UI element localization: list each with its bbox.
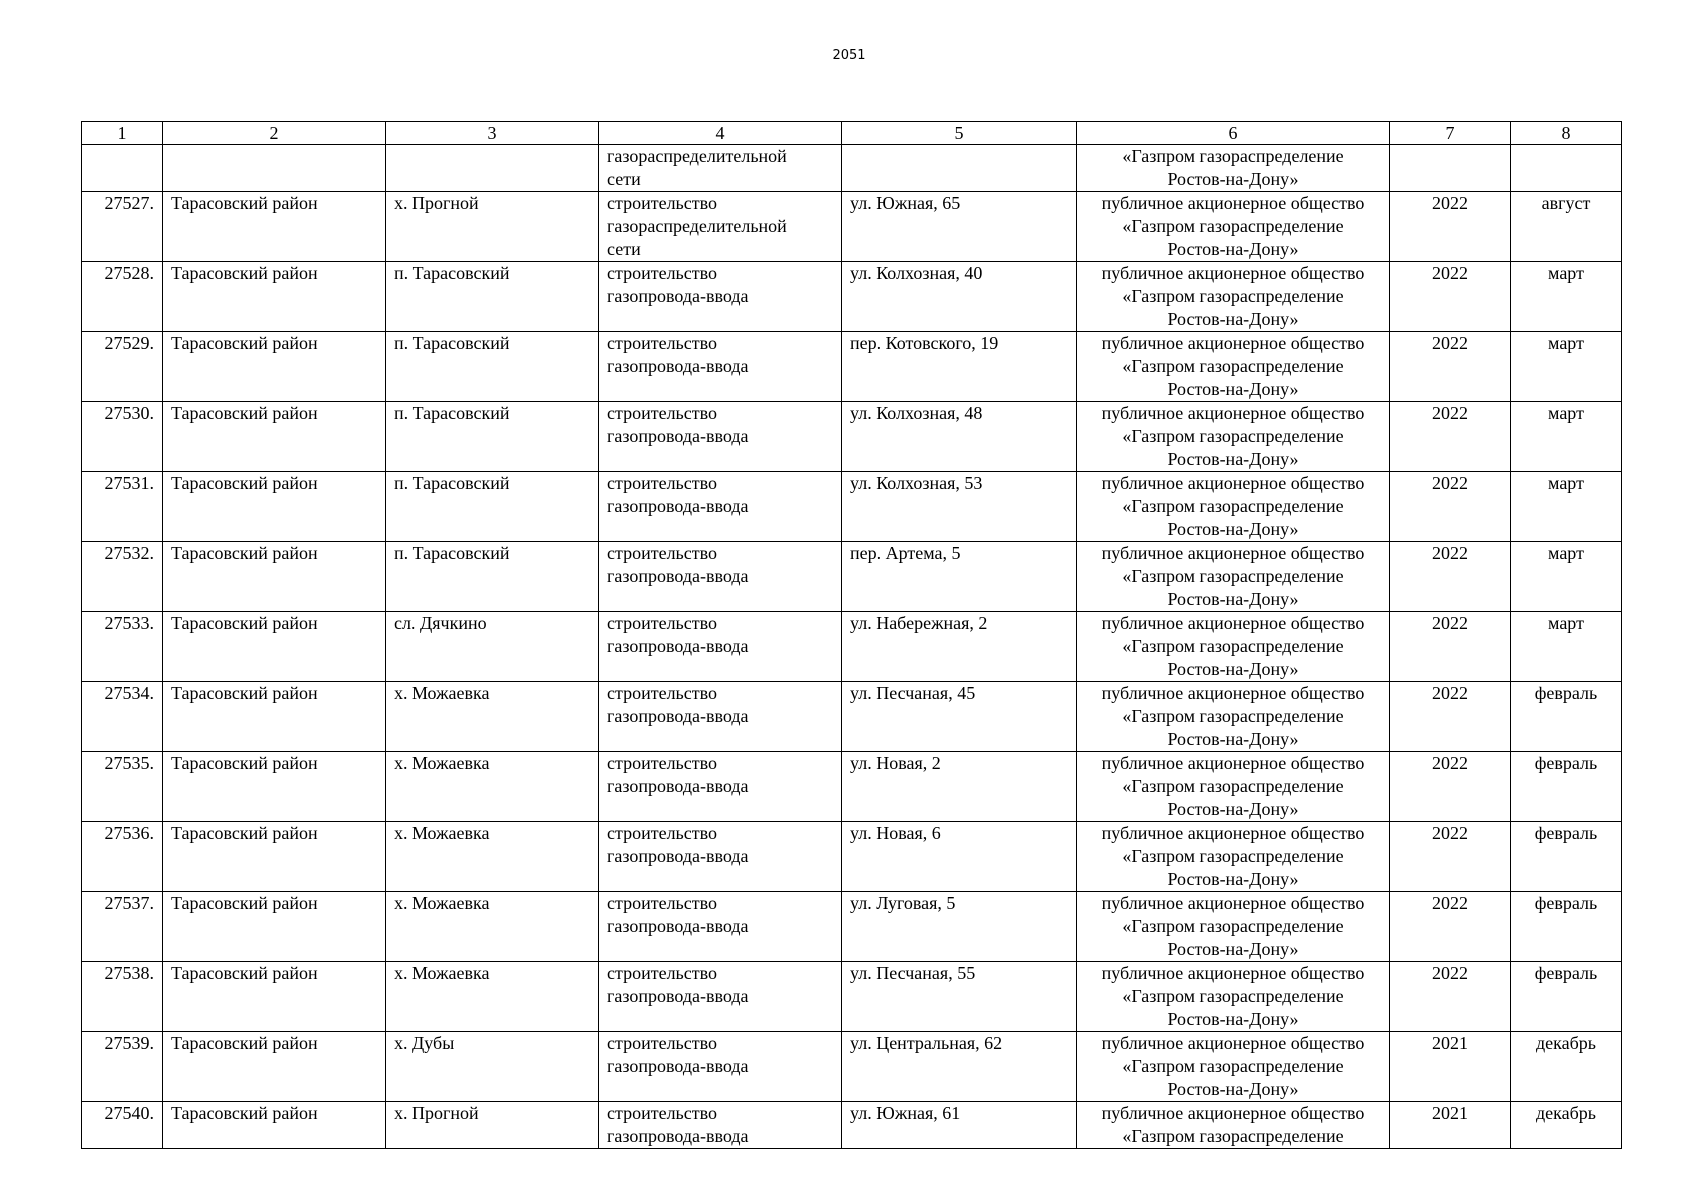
- cell-settlement: п. Тарасовский: [386, 472, 599, 542]
- org-line: «Газпром газораспределение: [1122, 146, 1344, 166]
- org-line: публичное акционерное общество: [1101, 403, 1365, 423]
- table-row: [82, 472, 1622, 542]
- cell-address: ул. Колхозная, 40: [842, 262, 1077, 332]
- cell-work: [599, 962, 842, 1032]
- cell-year: [1390, 145, 1511, 192]
- work-line: газопровода-ввода: [607, 496, 749, 516]
- cell-month: февраль: [1511, 962, 1622, 1032]
- cell-district: Тарасовский район: [163, 892, 386, 962]
- cell-organization: [1077, 1032, 1390, 1102]
- cell-settlement: х. Дубы: [386, 1032, 599, 1102]
- cell-year: 2022: [1390, 612, 1511, 682]
- cell-settlement: п. Тарасовский: [386, 262, 599, 332]
- cell-organization: [1077, 192, 1390, 262]
- cell-address: ул. Колхозная, 48: [842, 402, 1077, 472]
- cell-number: 27532.: [82, 542, 163, 612]
- cell-organization: [1077, 752, 1390, 822]
- org-line: публичное акционерное общество: [1101, 193, 1365, 213]
- column-header: 4: [599, 122, 842, 145]
- cell-district: Тарасовский район: [163, 822, 386, 892]
- cell-number: 27539.: [82, 1032, 163, 1102]
- cell-address: ул. Новая, 6: [842, 822, 1077, 892]
- cell-year: 2022: [1390, 192, 1511, 262]
- cell-number: 27535.: [82, 752, 163, 822]
- work-line: сети: [607, 169, 641, 189]
- work-line: строительство: [607, 333, 717, 353]
- cell-work: [599, 1102, 842, 1149]
- cell-settlement: х. Можаевка: [386, 752, 599, 822]
- cell-address: ул. Южная, 61: [842, 1102, 1077, 1149]
- cell-work: [599, 682, 842, 752]
- cell-organization: [1077, 612, 1390, 682]
- org-line: Ростов-на-Дону»: [1167, 1079, 1299, 1099]
- cell-work: [599, 472, 842, 542]
- column-header: 7: [1390, 122, 1511, 145]
- cell-work: [599, 262, 842, 332]
- cell-organization: [1077, 402, 1390, 472]
- org-line: публичное акционерное общество: [1101, 1103, 1365, 1123]
- work-line: строительство: [607, 963, 717, 983]
- cell-month: март: [1511, 542, 1622, 612]
- cell-organization: [1077, 262, 1390, 332]
- work-line: строительство: [607, 613, 717, 633]
- work-line: строительство: [607, 893, 717, 913]
- org-line: публичное акционерное общество: [1101, 473, 1365, 493]
- cell-organization: [1077, 682, 1390, 752]
- org-line: «Газпром газораспределение: [1122, 1056, 1344, 1076]
- work-line: газопровода-ввода: [607, 636, 749, 656]
- cell-number: 27531.: [82, 472, 163, 542]
- cell-organization: [1077, 892, 1390, 962]
- work-line: газопровода-ввода: [607, 706, 749, 726]
- work-line: сети: [607, 239, 641, 259]
- org-line: публичное акционерное общество: [1101, 1033, 1365, 1053]
- cell-year: 2022: [1390, 402, 1511, 472]
- work-line: газопровода-ввода: [607, 846, 749, 866]
- cell-month: февраль: [1511, 822, 1622, 892]
- cell-settlement: х. Можаевка: [386, 682, 599, 752]
- cell-district: Тарасовский район: [163, 612, 386, 682]
- org-line: «Газпром газораспределение: [1122, 986, 1344, 1006]
- cell-year: 2022: [1390, 682, 1511, 752]
- column-header: 8: [1511, 122, 1622, 145]
- org-line: Ростов-на-Дону»: [1167, 1009, 1299, 1029]
- cell-organization: [1077, 332, 1390, 402]
- cell-month: март: [1511, 402, 1622, 472]
- cell-number: [82, 145, 163, 192]
- table-row: [82, 402, 1622, 472]
- table-row: [82, 332, 1622, 402]
- org-line: «Газпром газораспределение: [1122, 1126, 1344, 1146]
- org-line: «Газпром газораспределение: [1122, 636, 1344, 656]
- org-line: Ростов-на-Дону»: [1167, 309, 1299, 329]
- cell-settlement: х. Можаевка: [386, 962, 599, 1032]
- cell-organization: [1077, 1102, 1390, 1149]
- org-line: Ростов-на-Дону»: [1167, 659, 1299, 679]
- cell-month: февраль: [1511, 682, 1622, 752]
- cell-month: февраль: [1511, 752, 1622, 822]
- column-header: 5: [842, 122, 1077, 145]
- table-row: [82, 682, 1622, 752]
- cell-year: 2022: [1390, 262, 1511, 332]
- cell-number: 27540.: [82, 1102, 163, 1149]
- column-header: 3: [386, 122, 599, 145]
- org-line: публичное акционерное общество: [1101, 613, 1365, 633]
- work-line: газораспределительной: [607, 146, 787, 166]
- cell-address: [842, 145, 1077, 192]
- table-row: [82, 1102, 1622, 1149]
- cell-organization: [1077, 472, 1390, 542]
- table-row: [82, 542, 1622, 612]
- work-line: газопровода-ввода: [607, 286, 749, 306]
- cell-settlement: п. Тарасовский: [386, 332, 599, 402]
- work-line: строительство: [607, 1103, 717, 1123]
- work-line: газопровода-ввода: [607, 566, 749, 586]
- cell-settlement: сл. Дячкино: [386, 612, 599, 682]
- cell-organization: [1077, 962, 1390, 1032]
- work-line: газопровода-ввода: [607, 426, 749, 446]
- cell-address: ул. Набережная, 2: [842, 612, 1077, 682]
- cell-month: август: [1511, 192, 1622, 262]
- cell-work: [599, 145, 842, 192]
- cell-work: [599, 402, 842, 472]
- org-line: «Газпром газораспределение: [1122, 566, 1344, 586]
- cell-district: Тарасовский район: [163, 1102, 386, 1149]
- cell-work: [599, 752, 842, 822]
- cell-district: [163, 145, 386, 192]
- table-row: [82, 192, 1622, 262]
- cell-district: Тарасовский район: [163, 682, 386, 752]
- work-line: газопровода-ввода: [607, 916, 749, 936]
- cell-district: Тарасовский район: [163, 332, 386, 402]
- org-line: Ростов-на-Дону»: [1167, 729, 1299, 749]
- org-line: «Газпром газораспределение: [1122, 216, 1344, 236]
- work-line: газопровода-ввода: [607, 776, 749, 796]
- cell-district: Тарасовский район: [163, 472, 386, 542]
- org-line: Ростов-на-Дону»: [1167, 519, 1299, 539]
- cell-address: ул. Луговая, 5: [842, 892, 1077, 962]
- org-line: «Газпром газораспределение: [1122, 496, 1344, 516]
- cell-settlement: п. Тарасовский: [386, 542, 599, 612]
- cell-month: [1511, 145, 1622, 192]
- cell-settlement: х. Прогной: [386, 192, 599, 262]
- org-line: публичное акционерное общество: [1101, 963, 1365, 983]
- cell-settlement: [386, 145, 599, 192]
- cell-organization: [1077, 145, 1390, 192]
- cell-number: 27538.: [82, 962, 163, 1032]
- cell-district: Тарасовский район: [163, 1032, 386, 1102]
- cell-year: 2021: [1390, 1032, 1511, 1102]
- work-line: газопровода-ввода: [607, 356, 749, 376]
- table-row: [82, 962, 1622, 1032]
- org-line: Ростов-на-Дону»: [1167, 799, 1299, 819]
- work-line: газопровода-ввода: [607, 1126, 749, 1146]
- cell-district: Тарасовский район: [163, 402, 386, 472]
- table-row: [82, 752, 1622, 822]
- cell-work: [599, 822, 842, 892]
- cell-settlement: х. Прогной: [386, 1102, 599, 1149]
- cell-number: 27527.: [82, 192, 163, 262]
- cell-settlement: х. Можаевка: [386, 892, 599, 962]
- cell-address: ул. Песчаная, 45: [842, 682, 1077, 752]
- column-header: 6: [1077, 122, 1390, 145]
- cell-number: 27530.: [82, 402, 163, 472]
- org-line: публичное акционерное общество: [1101, 823, 1365, 843]
- org-line: «Газпром газораспределение: [1122, 916, 1344, 936]
- org-line: публичное акционерное общество: [1101, 333, 1365, 353]
- cell-work: [599, 332, 842, 402]
- cell-address: пер. Артема, 5: [842, 542, 1077, 612]
- table-row: [82, 612, 1622, 682]
- org-line: «Газпром газораспределение: [1122, 846, 1344, 866]
- cell-month: март: [1511, 262, 1622, 332]
- page-number: 2051: [832, 48, 866, 63]
- cell-settlement: х. Можаевка: [386, 822, 599, 892]
- cell-month: февраль: [1511, 892, 1622, 962]
- org-line: «Газпром газораспределение: [1122, 426, 1344, 446]
- org-line: публичное акционерное общество: [1101, 263, 1365, 283]
- table-body: [82, 145, 1622, 1149]
- cell-number: 27536.: [82, 822, 163, 892]
- cell-address: пер. Котовского, 19: [842, 332, 1077, 402]
- cell-address: ул. Южная, 65: [842, 192, 1077, 262]
- cell-month: декабрь: [1511, 1032, 1622, 1102]
- org-line: Ростов-на-Дону»: [1167, 589, 1299, 609]
- org-line: «Газпром газораспределение: [1122, 286, 1344, 306]
- cell-address: ул. Новая, 2: [842, 752, 1077, 822]
- register-table: [81, 121, 1622, 1149]
- cell-month: март: [1511, 332, 1622, 402]
- cell-month: март: [1511, 472, 1622, 542]
- cell-number: 27533.: [82, 612, 163, 682]
- cell-district: Тарасовский район: [163, 192, 386, 262]
- org-line: «Газпром газораспределение: [1122, 776, 1344, 796]
- cell-district: Тарасовский район: [163, 962, 386, 1032]
- cell-year: 2022: [1390, 472, 1511, 542]
- cell-number: 27534.: [82, 682, 163, 752]
- continuation-row: [82, 145, 1622, 192]
- org-line: «Газпром газораспределение: [1122, 356, 1344, 376]
- work-line: строительство: [607, 1033, 717, 1053]
- cell-number: 27537.: [82, 892, 163, 962]
- org-line: публичное акционерное общество: [1101, 543, 1365, 563]
- org-line: Ростов-на-Дону»: [1167, 379, 1299, 399]
- cell-address: ул. Колхозная, 53: [842, 472, 1077, 542]
- cell-year: 2022: [1390, 892, 1511, 962]
- org-line: публичное акционерное общество: [1101, 753, 1365, 773]
- column-header: 1: [82, 122, 163, 145]
- work-line: строительство: [607, 403, 717, 423]
- cell-organization: [1077, 822, 1390, 892]
- cell-work: [599, 612, 842, 682]
- work-line: строительство: [607, 193, 717, 213]
- cell-year: 2022: [1390, 542, 1511, 612]
- table-row: [82, 892, 1622, 962]
- table-header: [82, 122, 1622, 145]
- work-line: строительство: [607, 263, 717, 283]
- cell-year: 2022: [1390, 752, 1511, 822]
- cell-organization: [1077, 542, 1390, 612]
- cell-year: 2021: [1390, 1102, 1511, 1149]
- header-row: [82, 122, 1622, 145]
- cell-settlement: п. Тарасовский: [386, 402, 599, 472]
- table-row: [82, 262, 1622, 332]
- cell-year: 2022: [1390, 822, 1511, 892]
- work-line: газопровода-ввода: [607, 986, 749, 1006]
- cell-district: Тарасовский район: [163, 542, 386, 612]
- cell-year: 2022: [1390, 332, 1511, 402]
- org-line: публичное акционерное общество: [1101, 893, 1365, 913]
- org-line: Ростов-на-Дону»: [1167, 239, 1299, 259]
- org-line: «Газпром газораспределение: [1122, 706, 1344, 726]
- cell-number: 27528.: [82, 262, 163, 332]
- cell-address: ул. Центральная, 62: [842, 1032, 1077, 1102]
- work-line: газораспределительной: [607, 216, 787, 236]
- cell-month: декабрь: [1511, 1102, 1622, 1149]
- work-line: строительство: [607, 823, 717, 843]
- cell-district: Тарасовский район: [163, 262, 386, 332]
- org-line: Ростов-на-Дону»: [1167, 169, 1299, 189]
- column-header: 2: [163, 122, 386, 145]
- work-line: строительство: [607, 473, 717, 493]
- org-line: Ростов-на-Дону»: [1167, 869, 1299, 889]
- cell-work: [599, 192, 842, 262]
- table-row: [82, 822, 1622, 892]
- cell-address: ул. Песчаная, 55: [842, 962, 1077, 1032]
- work-line: газопровода-ввода: [607, 1056, 749, 1076]
- cell-work: [599, 892, 842, 962]
- cell-year: 2022: [1390, 962, 1511, 1032]
- work-line: строительство: [607, 753, 717, 773]
- cell-number: 27529.: [82, 332, 163, 402]
- org-line: Ростов-на-Дону»: [1167, 449, 1299, 469]
- cell-district: Тарасовский район: [163, 752, 386, 822]
- work-line: строительство: [607, 543, 717, 563]
- cell-work: [599, 1032, 842, 1102]
- table-row: [82, 1032, 1622, 1102]
- org-line: Ростов-на-Дону»: [1167, 939, 1299, 959]
- cell-month: март: [1511, 612, 1622, 682]
- org-line: публичное акционерное общество: [1101, 683, 1365, 703]
- cell-work: [599, 542, 842, 612]
- work-line: строительство: [607, 683, 717, 703]
